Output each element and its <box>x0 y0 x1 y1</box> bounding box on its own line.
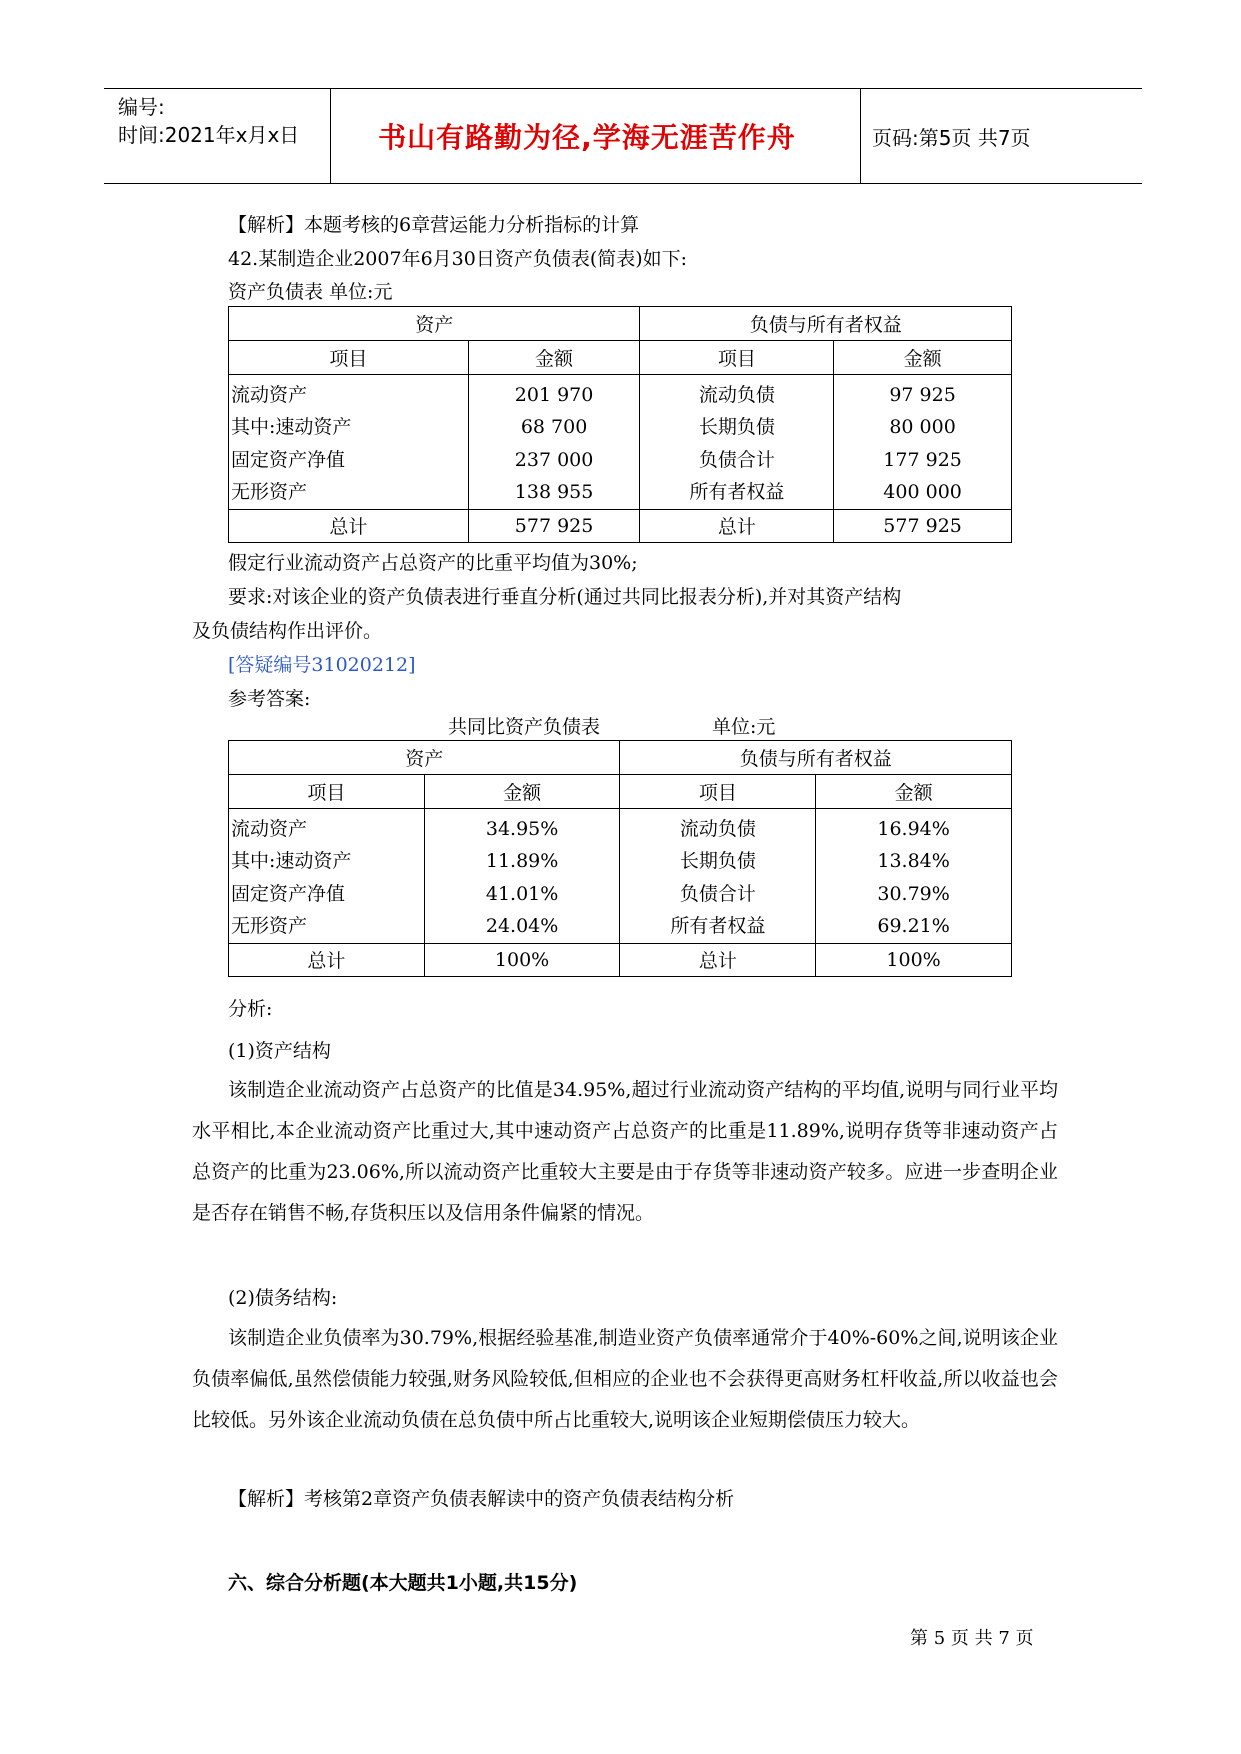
table-cell: 长期负债 <box>698 416 775 439</box>
col-item-header: 项目 <box>229 775 425 809</box>
section-6-heading: 六、综合分析题(本大题共1小题,共15分) <box>228 1572 578 1594</box>
asset-total: 577 925 <box>468 509 640 542</box>
analysis-note-2: 【解析】考核第2章资产负债表解读中的资产负债表结构分析 <box>228 1488 735 1510</box>
table-cell: 68 700 <box>520 416 588 439</box>
col-amount-header: 金额 <box>816 775 1012 809</box>
table-cell: 流动资产 <box>231 818 308 840</box>
table1-caption: 资产负债表 单位:元 <box>228 281 393 303</box>
liabilities-header: 负债与所有者权益 <box>620 741 1012 775</box>
assets-header: 资产 <box>229 307 640 341</box>
table-cell: 长期负债 <box>679 850 756 873</box>
col-amount-header: 金额 <box>834 341 1012 375</box>
table-cell: 30.79% <box>877 882 950 905</box>
table-cell: 其中:速动资产 <box>231 850 352 873</box>
asset-items-cell <box>229 375 469 510</box>
page-header <box>104 88 1142 184</box>
table-cell: 负债合计 <box>698 448 775 471</box>
header-divider-right <box>860 89 861 183</box>
assumption-text: 假定行业流动资产占总资产的比重平均值为30%; <box>228 552 638 574</box>
requirement-line-2: 及负债结构作出评价。 <box>192 620 383 642</box>
col-item-header: 项目 <box>229 341 469 375</box>
total-label: 总计 <box>640 509 834 542</box>
table-cell: 69.21% <box>877 915 950 938</box>
table-cell: 无形资产 <box>231 915 308 938</box>
table-cell: 177 925 <box>883 448 962 471</box>
table-cell: 138 955 <box>514 481 594 504</box>
header-number-label: 编号: <box>118 95 165 119</box>
table-cell: 固定资产净值 <box>231 448 346 471</box>
asset-total: 100% <box>424 943 620 976</box>
liab-items-cell <box>640 375 834 510</box>
header-motto: 书山有路勤为径,学海无涯苦作舟 <box>378 121 796 154</box>
section-debt-structure-title: (2)债务结构: <box>228 1287 338 1309</box>
table-cell: 11.89% <box>485 850 559 873</box>
balance-sheet-table <box>228 306 1012 543</box>
col-item-header: 项目 <box>620 775 816 809</box>
asset-items-cell <box>229 809 425 944</box>
header-time-label: 时间:2021年x月x日 <box>118 123 300 147</box>
liab-total: 100% <box>816 943 1012 976</box>
table2-title: 共同比资产负债表 <box>448 716 601 738</box>
table-cell: 负债合计 <box>679 882 756 905</box>
liab-values-cell <box>834 375 1012 510</box>
assets-header: 资产 <box>229 741 620 775</box>
col-amount-header: 金额 <box>468 341 640 375</box>
total-label: 总计 <box>229 943 425 976</box>
total-label: 总计 <box>620 943 816 976</box>
table-cell: 237 000 <box>514 448 594 471</box>
liab-items-cell <box>620 809 816 944</box>
col-amount-header: 金额 <box>424 775 620 809</box>
table-cell: 无形资产 <box>231 481 308 504</box>
table-cell: 41.01% <box>485 882 559 905</box>
analysis-note-1: 【解析】本题考核的6章营运能力分析指标的计算 <box>228 214 640 236</box>
common-size-balance-sheet-table <box>228 740 1012 977</box>
table-cell: 400 000 <box>883 481 962 504</box>
liab-values-cell <box>816 809 1012 944</box>
table-cell: 16.94% <box>877 818 950 840</box>
asset-structure-paragraph: 该制造企业流动资产占总资产的比值是34.95%,超过行业流动资产结构的平均值,说明与同行业平均水平相比,本企业流动资产比重过大,其中速动资产占总资产的比重是11.89%,说明存货等非速动资产占总资产的比重为23.06%,所以流动资产比重较大主要是由于存货等非速动资产较多。应进一步查明企业是否存在销售不畅,存货积压以及信用条件偏紧的情况。 <box>192 1079 1058 1224</box>
table-cell: 固定资产净值 <box>231 882 346 905</box>
table-cell: 所有者权益 <box>670 915 766 938</box>
table-cell: 其中:速动资产 <box>231 416 352 439</box>
table-cell: 所有者权益 <box>689 481 785 504</box>
total-label: 总计 <box>229 509 469 542</box>
header-divider-left <box>330 89 331 183</box>
section-asset-structure-title: (1)资产结构 <box>228 1040 331 1062</box>
table-cell: 流动负债 <box>698 384 775 406</box>
table-cell: 13.84% <box>877 850 950 873</box>
header-left <box>118 93 299 149</box>
table-cell: 流动负债 <box>679 818 756 840</box>
table-cell: 201 970 <box>514 384 594 406</box>
requirement-line-1: 要求:对该企业的资产负债表进行垂直分析(通过共同比报表分析),并对其资产结构 <box>228 586 902 608</box>
page-footer: 第 5 页 共 7 页 <box>910 1628 1034 1649</box>
col-item-header: 项目 <box>640 341 834 375</box>
table-cell: 24.04% <box>485 915 559 938</box>
analysis-label: 分析: <box>228 998 273 1020</box>
table-cell: 34.95% <box>485 818 559 840</box>
header-page-label: 页码:第5页 共7页 <box>872 125 1031 150</box>
table-cell: 97 925 <box>889 384 956 406</box>
reference-answer-label: 参考答案: <box>228 688 311 710</box>
table-cell: 80 000 <box>889 416 956 439</box>
table-cell: 流动资产 <box>231 384 308 406</box>
liabilities-header: 负债与所有者权益 <box>640 307 1012 341</box>
question-42: 42.某制造企业2007年6月30日资产负债表(简表)如下: <box>228 248 688 270</box>
debt-structure-paragraph: 该制造企业负债率为30.79%,根据经验基准,制造业资产负债率通常介于40%-60%之间,说明该企业负债率偏低,虽然偿债能力较强,财务风险较低,但相应的企业也不会获得更高财务杠杆收益,所以收益也会比较低。另外该企业流动负债在总负债中所占比重较大,说明该企业短期偿债压力较大。 <box>192 1327 1058 1431</box>
liab-total: 577 925 <box>834 509 1012 542</box>
table2-unit: 单位:元 <box>712 716 776 738</box>
qa-reference-link[interactable]: [答疑编号31020212] <box>228 654 416 676</box>
asset-values-cell <box>424 809 620 944</box>
asset-values-cell <box>468 375 640 510</box>
